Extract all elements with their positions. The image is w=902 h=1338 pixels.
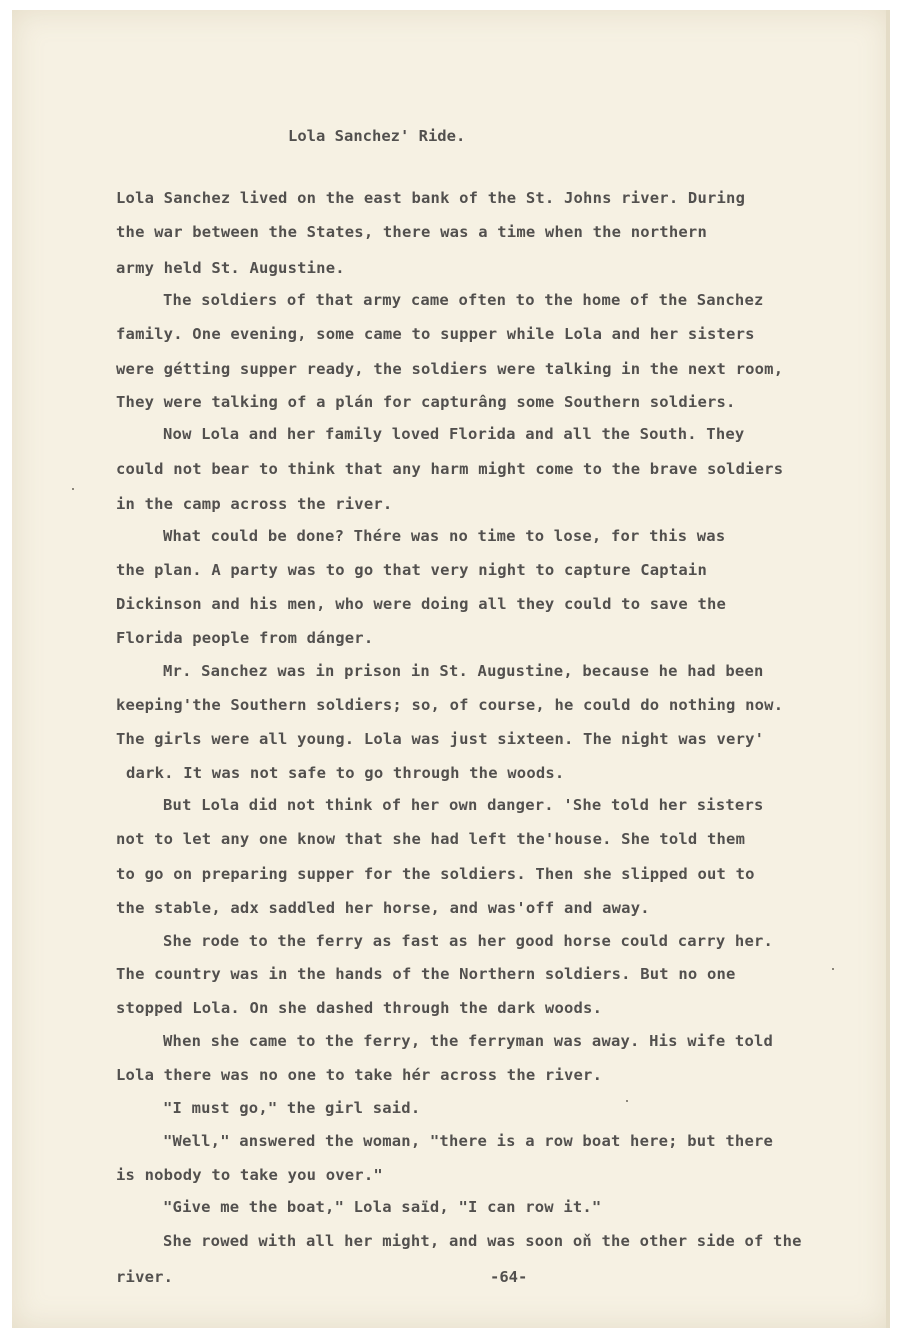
text-line: What could be done? Thére was no time to lose, for this was <box>163 527 726 545</box>
text-line: Lola Sanchez lived on the east bank of the St. Johns river. During <box>116 189 746 207</box>
paper-speck <box>72 488 74 490</box>
text-line: The girls were all young. Lola was just sixteen. The night was very' <box>116 730 765 748</box>
text-line: She rowed with all her might, and was soon oň the other side of the <box>163 1232 802 1250</box>
text-line: Dickinson and his men, who were doing all they could to save the <box>116 595 727 613</box>
text-line: She rode to the ferry as fast as her good horse could carry her. <box>163 932 774 950</box>
text-line: The soldiers of that army came often to the home of the Sanchez <box>163 291 764 309</box>
text-line: is nobody to take you over." <box>116 1166 383 1184</box>
text-line: "I must go," the girl said. <box>163 1099 421 1117</box>
text-line: Florida people from dánger. <box>116 629 374 647</box>
paper-speck <box>626 1100 628 1102</box>
text-line: "Well," answered the woman, "there is a row boat here; but there <box>163 1132 774 1150</box>
text-line: family. One evening, some came to supper while Lola and her sisters <box>116 325 755 343</box>
paper-speck <box>832 968 834 970</box>
text-line: to go on preparing supper for the soldiers. Then she slipped out to <box>116 865 755 883</box>
text-line: river. <box>116 1268 174 1286</box>
text-line: army held St. Augustine. <box>116 259 345 277</box>
text-line: But Lola did not think of her own danger. 'She told her sisters <box>163 796 764 814</box>
document-title: Lola Sanchez' Ride. <box>288 127 466 145</box>
text-line: The country was in the hands of the Northern soldiers. But no one <box>116 965 736 983</box>
text-line: could not bear to think that any harm might come to the brave soldiers <box>116 460 784 478</box>
text-line: Now Lola and her family loved Florida and all the South. They <box>163 425 745 443</box>
text-line: not to let any one know that she had left the'house. She told them <box>116 830 746 848</box>
text-line: They were talking of a plán for capturâng some Southern soldiers. <box>116 393 736 411</box>
text-line: the plan. A party was to go that very night to capture Captain <box>116 561 707 579</box>
text-line: keeping'the Southern soldiers; so, of course, he could do nothing now. <box>116 696 784 714</box>
text-line: the war between the States, there was a time when the northern <box>116 223 707 241</box>
text-line: "Give me the boat," Lola saïd, "I can row it." <box>163 1198 602 1216</box>
text-line: When she came to the ferry, the ferryman was away. His wife told <box>163 1032 774 1050</box>
text-line: in the camp across the river. <box>116 495 393 513</box>
page-number: -64- <box>490 1268 528 1286</box>
text-line: Lola there was no one to take hér across the river. <box>116 1066 603 1084</box>
text-line: dark. It was not safe to go through the woods. <box>126 764 565 782</box>
text-line: Mr. Sanchez was in prison in St. Augustine, because he had been <box>163 662 764 680</box>
text-line: stopped Lola. On she dashed through the dark woods. <box>116 999 603 1017</box>
text-line: the stable, adx saddled her horse, and was'off and away. <box>116 899 650 917</box>
text-line: were gétting supper ready, the soldiers were talking in the next room, <box>116 360 784 378</box>
